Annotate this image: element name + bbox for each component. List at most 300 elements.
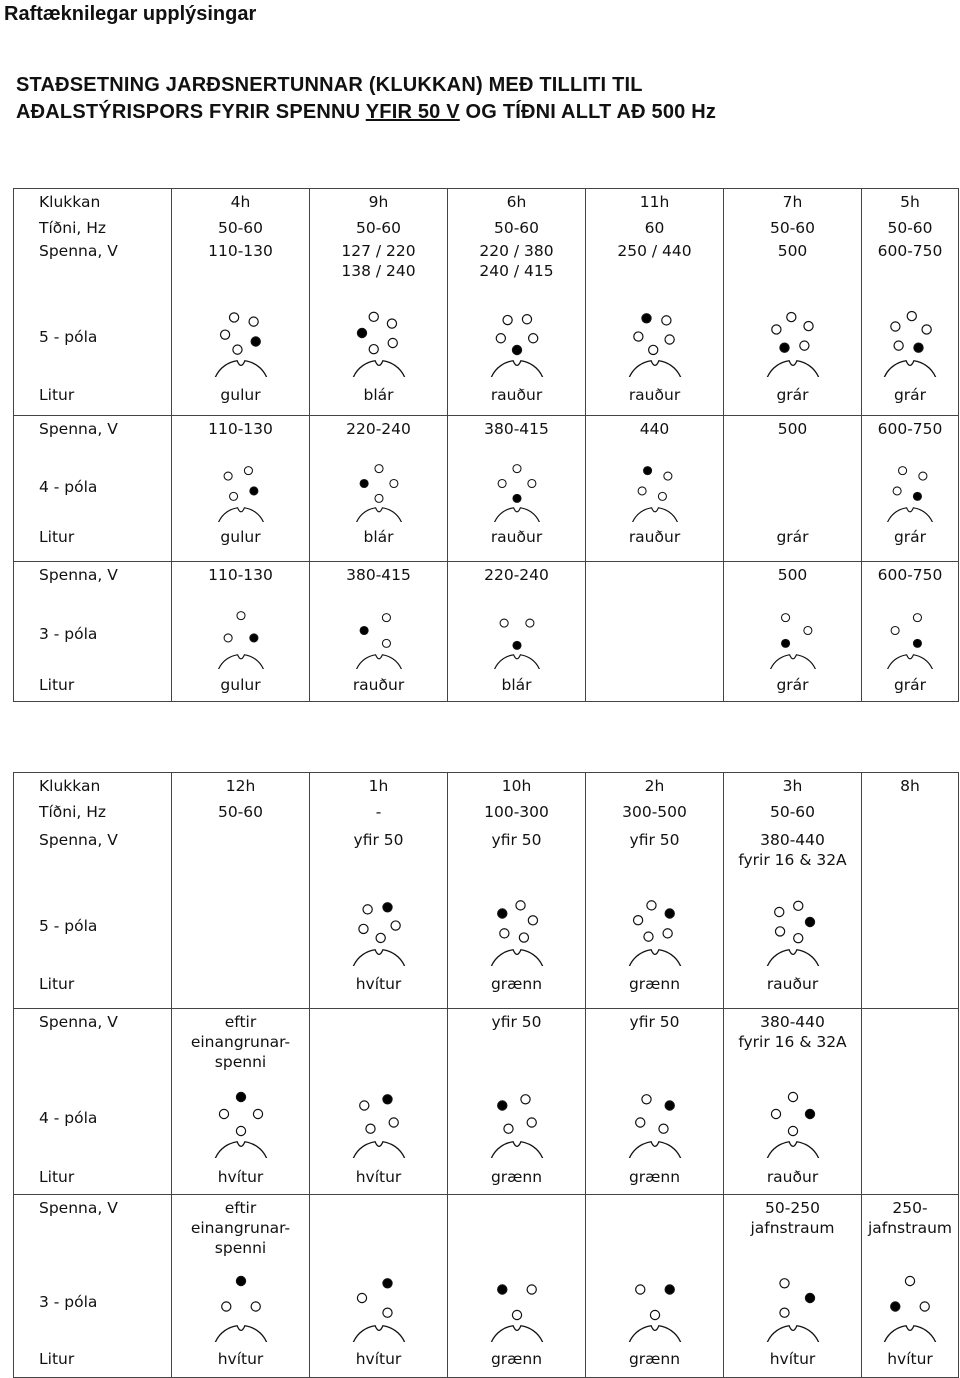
plug-body [627,1142,683,1158]
earth-pin [512,641,520,649]
t2-litur4-cell [862,1164,959,1194]
phase-pin [382,639,390,647]
t1-plug3-cell [310,596,448,672]
plug-3-pin-icon [480,599,554,669]
phase-pin [663,472,671,480]
t1-tidni-cell: 60 [586,215,724,238]
line-1: 110-130 [208,241,273,260]
phase-pin [920,1301,929,1310]
t2-litur3-cell: hvítur [724,1346,862,1378]
phase-pin [771,1109,780,1118]
phase-pin [893,486,901,494]
t2-klukkan-cell: 1h [310,773,448,799]
earth-pin [497,1284,506,1293]
phase-pin [641,1095,650,1104]
line-2: fyrir 16 & 32A [738,850,847,869]
t1-plug3-cell [448,596,586,672]
plug-4-pin-icon [870,1078,950,1158]
label-klukkan: Klukkan [14,189,172,215]
label-3-pola: 3 - póla [14,596,172,672]
label-litur: Litur [14,672,172,702]
phase-pin [357,1293,366,1302]
phase-pin [244,466,252,474]
t2-litur3-cell: hvítur [862,1346,959,1378]
t2-litur4-cell: hvítur [310,1164,448,1194]
plug-body [213,1142,269,1158]
phase-pin [528,915,537,924]
t1-tidni-cell: 50-60 [862,215,959,238]
t2-spenna3-cell [586,1194,724,1258]
phase-pin [496,333,505,342]
label-spenna: Spenna, V [14,827,172,881]
t1-litur3-cell: grár [724,672,862,702]
phase-pin [229,312,238,321]
phase-pin [650,1310,659,1319]
t2-plug5-cell [862,881,959,971]
phase-pin [648,345,657,354]
t1-litur3-cell: rauður [310,672,448,702]
plug-5-pin-icon [615,886,695,966]
heading-line-2 [16,101,716,124]
phase-pin [788,1126,797,1135]
phase-pin [525,619,533,627]
phase-pin [633,915,642,924]
line-2: jafnstraum [750,1218,835,1237]
t1-spenna4-cell: 600-750 [862,416,959,450]
line-1: yfir 50 [353,830,404,849]
t2-plug5-cell [724,881,862,971]
line-1: 127 / 220 [341,241,416,260]
phase-pin [221,1301,230,1310]
phase-pin [382,613,390,621]
phase-pin [391,920,400,929]
t1-klukkan-cell: 9h [310,189,448,215]
t2-spenna4-cell [172,1009,310,1073]
plug-5-pin-icon [753,886,833,966]
t1-litur5-cell: rauður [448,382,586,416]
t1-plug3-cell [586,596,724,672]
t1-plug3-cell [724,596,862,672]
t2-spenna3-cell [724,1194,862,1258]
earth-pin [665,908,674,917]
plug-3-pin-icon [618,599,692,669]
phase-pin [519,932,528,941]
phase-pin [793,933,802,942]
plug-3-pin-icon [204,599,278,669]
t2-plug3-cell [586,1258,724,1346]
plug-body [627,949,683,965]
heading-part-underlined: YFIR 50 V [365,101,460,123]
t1-spenna5-cell [586,238,724,292]
t1-spenna5-cell [724,238,862,292]
heading-part-a: AÐALSTÝRISPORS FYRIR SPENNU [16,101,366,123]
phase-pin [251,1301,260,1310]
phase-pin [499,928,508,937]
plug-4-pin-icon [201,1078,281,1158]
phase-pin [646,900,655,909]
phase-pin [894,341,903,350]
t1-plug4-cell [310,450,448,524]
t1-litur3-cell: grár [862,672,959,702]
t2-plug4-cell [172,1072,310,1164]
label-litur: Litur [14,524,172,562]
plug-3-pin-icon [756,599,830,669]
phase-pin [913,613,921,621]
t2-tidni-cell: 100-300 [448,799,586,827]
t2-litur5-cell [862,971,959,1009]
t2-spenna5-cell [724,827,862,881]
t1-plug4-cell [448,450,586,524]
earth-pin [805,917,814,926]
phase-pin [369,344,378,353]
earth-pin [641,313,650,322]
t2-klukkan-cell: 8h [862,773,959,799]
plug-body [492,507,541,521]
t2-plug4-cell [448,1072,586,1164]
phase-pin [236,611,244,619]
t1-litur5-cell: grár [862,382,959,416]
t2-tidni-cell: 50-60 [724,799,862,827]
phase-pin [527,1118,536,1127]
phase-pin [232,345,241,354]
phase-pin [638,486,646,494]
plug-body [768,654,817,668]
voltage-table-1 [13,188,959,702]
t2-litur5-cell: hvítur [310,971,448,1009]
phase-pin [661,315,670,324]
t1-plug5-cell [862,292,959,382]
label-klukkan: Klukkan [14,773,172,799]
line-2: spenni [214,1053,267,1071]
phase-pin [793,901,802,910]
t2-plug4-cell [586,1072,724,1164]
phase-pin [665,334,674,343]
t1-plug3-cell [172,596,310,672]
earth-pin [665,1101,674,1110]
phase-pin [229,492,237,500]
label-3-pola: 3 - póla [14,1258,172,1346]
plug-body [765,949,821,965]
t1-spenna4-cell: 440 [586,416,724,450]
label-4-pola: 4 - póla [14,1072,172,1164]
line-1: 250 / 440 [617,241,692,260]
t2-spenna5-cell [310,827,448,881]
earth-pin [497,1101,506,1110]
t1-litur4-cell: grár [862,524,959,562]
plug-3-pin-icon [870,1262,950,1342]
t1-spenna3-cell: 110-130 [172,562,310,596]
label-tidni: Tíðni, Hz [14,799,172,827]
t1-plug3-cell [862,596,959,672]
t1-litur3-cell: blár [448,672,586,702]
earth-pin [360,479,368,487]
plug-body [216,507,265,521]
t2-spenna5-cell [862,827,959,881]
t2-spenna4-cell [310,1009,448,1073]
line-1: 250- [892,1198,928,1217]
plug-body [489,360,545,376]
plug-body [489,949,545,965]
t1-plug4-cell [862,450,959,524]
t1-spenna3-cell [586,562,724,596]
phase-pin [512,1310,521,1319]
phase-pin [788,1092,797,1101]
t2-plug4-cell [310,1072,448,1164]
earth-pin [236,1092,245,1101]
plug-body [886,654,935,668]
t1-spenna5-cell [310,238,448,292]
line-1: yfir 50 [629,1013,680,1031]
t2-litur5-cell: grænn [586,971,724,1009]
t1-klukkan-cell: 6h [448,189,586,215]
line-1: 380-440 [760,1013,825,1031]
earth-pin [891,1301,900,1310]
plug-3-pin-icon [342,599,416,669]
phase-pin [643,932,652,941]
plug-4-pin-icon [342,452,416,522]
label-tidni: Tíðni, Hz [14,215,172,238]
line-1: yfir 50 [491,1013,542,1031]
plug-5-pin-icon [339,297,419,377]
plug-5-pin-icon [753,297,833,377]
earth-pin [249,633,257,641]
label-4-pola: 4 - póla [14,450,172,524]
phase-pin [500,619,508,627]
t2-klukkan-cell: 12h [172,773,310,799]
phase-pin [387,318,396,327]
earth-pin [497,908,506,917]
t2-klukkan-cell: 10h [448,773,586,799]
t2-spenna4-cell [448,1009,586,1073]
earth-pin [805,1293,814,1302]
t1-tidni-cell: 50-60 [310,215,448,238]
t1-plug4-cell [172,450,310,524]
t1-spenna4-cell: 500 [724,416,862,450]
phase-pin [219,1109,228,1118]
plug-4-pin-icon [477,1078,557,1158]
line-2: fyrir 16 & 32A [738,1033,847,1051]
voltage-table-2 [13,772,959,1378]
plug-4-pin-icon [204,452,278,522]
plug-body [492,654,541,668]
plug-4-pin-icon [339,1078,419,1158]
plug-body [354,654,403,668]
t2-plug3-cell [724,1258,862,1346]
phase-pin [779,1278,788,1287]
t2-spenna3-cell [310,1194,448,1258]
t2-litur4-cell: hvítur [172,1164,310,1194]
earth-pin [360,626,368,634]
t1-plug4-cell [724,450,862,524]
t2-litur5-cell: grænn [448,971,586,1009]
earth-pin [357,328,366,337]
t1-plug5-cell [586,292,724,382]
t2-spenna4-cell [862,1009,959,1073]
plug-body [765,1142,821,1158]
plug-3-pin-icon [477,1262,557,1342]
earth-pin [781,639,789,647]
phase-pin [781,613,789,621]
heading-part-c: OG TÍÐNI ALLT AÐ 500 Hz [459,101,717,123]
phase-pin [803,321,812,330]
label-spenna: Spenna, V [14,1009,172,1073]
plug-5-pin-icon [201,886,281,966]
phase-pin [224,472,232,480]
t2-litur4-cell: grænn [448,1164,586,1194]
label-litur: Litur [14,1346,172,1378]
t2-plug5-cell [586,881,724,971]
phase-pin [253,1109,262,1118]
phase-pin [771,324,780,333]
phase-pin [527,1284,536,1293]
phase-pin [374,494,382,502]
phase-pin [633,331,642,340]
t2-plug3-cell [172,1258,310,1346]
line-1: 600-750 [877,241,943,260]
earth-pin [382,902,391,911]
phase-pin [236,1126,245,1135]
phase-pin [527,479,535,487]
phase-pin [389,1118,398,1127]
t1-litur5-cell: blár [310,382,448,416]
phase-pin [774,907,783,916]
line-1: yfir 50 [491,830,542,849]
phase-pin [359,1101,368,1110]
t1-litur3-cell [586,672,724,702]
t1-spenna4-cell: 220-240 [310,416,448,450]
earth-pin [643,466,651,474]
t1-klukkan-cell: 4h [172,189,310,215]
t2-tidni-cell: 50-60 [172,799,310,827]
plug-3-pin-icon [873,599,947,669]
t2-spenna5-cell [448,827,586,881]
t1-litur5-cell: grár [724,382,862,416]
t1-klukkan-cell: 7h [724,189,862,215]
t1-litur4-cell: rauður [448,524,586,562]
earth-pin [914,343,923,352]
phase-pin [919,472,927,480]
phase-pin [515,900,524,909]
plug-body [882,1325,938,1341]
plug-body [351,1142,407,1158]
phase-pin [374,464,382,472]
t1-plug5-cell [172,292,310,382]
earth-pin [512,345,521,354]
earth-pin [382,1278,391,1287]
phase-pin [899,466,907,474]
plug-4-pin-icon [873,452,947,522]
plug-body [354,507,403,521]
phase-pin [907,311,916,320]
t1-spenna4-cell: 110-130 [172,416,310,450]
t1-litur5-cell: rauður [586,382,724,416]
earth-pin [913,639,921,647]
t1-litur5-cell: gulur [172,382,310,416]
line-1: 220 / 380 [479,241,554,260]
t1-spenna3-cell: 380-415 [310,562,448,596]
phase-pin [891,626,899,634]
label-litur: Litur [14,1164,172,1194]
plug-body [627,360,683,376]
t2-litur4-cell: grænn [586,1164,724,1194]
t1-plug5-cell [724,292,862,382]
phase-pin [786,312,795,321]
page-header: Raftæknilegar upplýsingar [4,3,257,25]
t2-spenna5-cell [172,827,310,881]
plug-5-pin-icon [615,297,695,377]
t1-spenna3-cell: 500 [724,562,862,596]
plug-5-pin-icon [477,886,557,966]
plug-3-pin-icon [201,1262,281,1342]
plug-body [765,360,821,376]
plug-body [216,654,265,668]
plug-body [882,360,938,376]
t2-litur3-cell: grænn [586,1346,724,1378]
t1-spenna5-cell [448,238,586,292]
phase-pin [224,633,232,641]
t2-spenna3-cell [172,1194,310,1258]
plug-5-pin-icon [870,297,950,377]
t1-spenna5-cell [172,238,310,292]
t1-litur3-cell: gulur [172,672,310,702]
label-5-pola: 5 - póla [14,881,172,971]
phase-pin [365,1124,374,1133]
phase-pin [779,1308,788,1317]
line-1: yfir 50 [629,830,680,849]
t1-spenna3-cell: 220-240 [448,562,586,596]
phase-pin [520,1095,529,1104]
label-spenna: Spenna, V [14,562,172,596]
plug-body [765,1325,821,1341]
earth-pin [779,343,788,352]
label-spenna: Spenna, V [14,238,172,292]
t1-plug5-cell [310,292,448,382]
plug-body [351,360,407,376]
phase-pin [503,1124,512,1133]
t2-spenna4-cell [586,1009,724,1073]
plug-5-pin-icon [477,297,557,377]
plug-3-pin-icon [753,1262,833,1342]
plug-3-pin-icon [339,1262,419,1342]
plug-5-pin-icon [201,297,281,377]
line-2: 240 / 415 [479,261,554,280]
earth-pin [249,486,257,494]
t2-klukkan-cell: 2h [586,773,724,799]
t2-plug4-cell [724,1072,862,1164]
t1-spenna5-cell [862,238,959,292]
phase-pin [512,464,520,472]
t2-spenna5-cell [586,827,724,881]
phase-pin [369,312,378,321]
t1-litur4-cell: gulur [172,524,310,562]
earth-pin [805,1109,814,1118]
t2-plug3-cell [448,1258,586,1346]
phase-pin [522,314,531,323]
label-spenna: Spenna, V [14,416,172,450]
t1-plug5-cell [448,292,586,382]
t1-tidni-cell: 50-60 [448,215,586,238]
phase-pin [799,341,808,350]
plug-body [213,360,269,376]
phase-pin [635,1118,644,1127]
t2-litur5-cell [172,971,310,1009]
label-5-pola: 5 - póla [14,292,172,382]
earth-pin [251,336,260,345]
phase-pin [376,933,385,942]
phase-pin [775,926,784,935]
t1-klukkan-cell: 5h [862,189,959,215]
t2-plug5-cell [172,881,310,971]
